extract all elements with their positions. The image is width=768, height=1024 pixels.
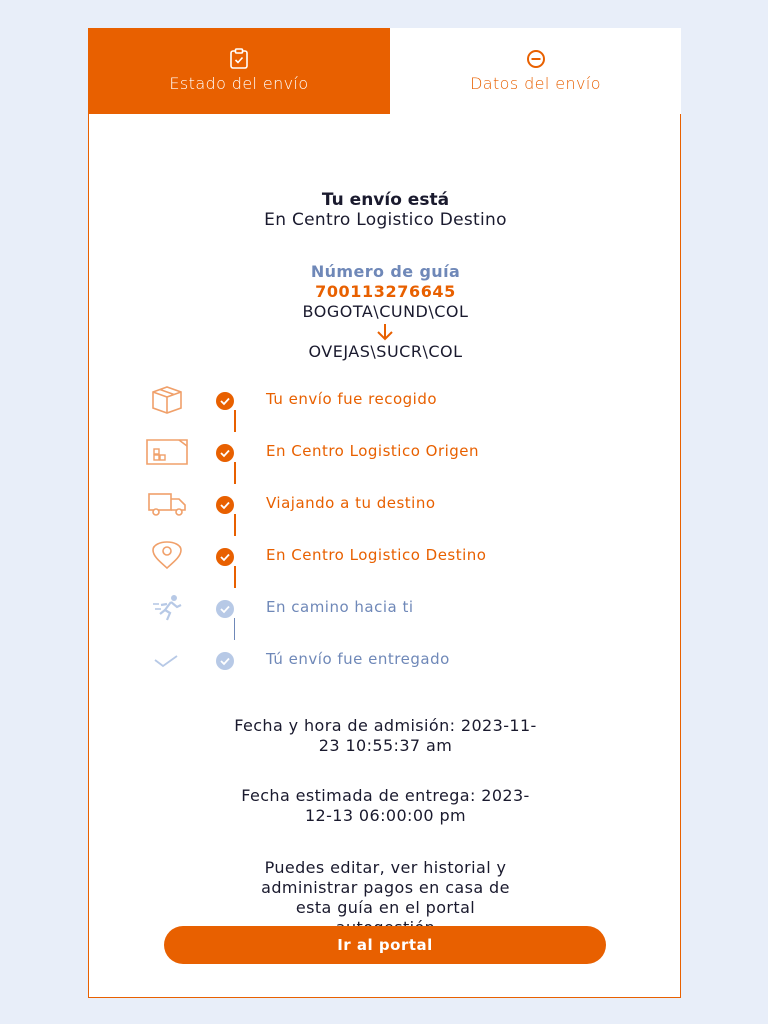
step-connector <box>234 462 236 484</box>
step-connector <box>234 410 236 432</box>
check-circle-icon <box>216 548 234 566</box>
step-connector <box>234 566 236 588</box>
tab-shipment-data-label: Datos del envío <box>470 74 601 93</box>
running-person-icon <box>143 592 191 622</box>
checkmark-icon <box>143 644 191 674</box>
tab-bar <box>88 28 681 114</box>
step-label: Tú envío fue entregado <box>266 650 450 668</box>
tab-shipment-status[interactable] <box>88 28 390 114</box>
admission-date <box>89 716 682 756</box>
step-connector <box>234 514 236 536</box>
portal-info-line1: Puedes editar, ver historial y <box>264 858 507 877</box>
portal-info-line3: esta guía en el portal <box>295 898 476 917</box>
tracking-step-on-the-way <box>89 588 682 628</box>
estimated-date-line2: 12-13 06:00:00 pm <box>304 806 467 825</box>
tracking-step-destination-center <box>89 536 682 576</box>
tab-shipment-data[interactable] <box>390 28 681 114</box>
tracking-step-traveling <box>89 484 682 524</box>
step-label: En Centro Logistico Origen <box>266 442 480 460</box>
admission-date-line1: Fecha y hora de admisión: 2023-11- <box>234 716 537 735</box>
portal-info-line2: administrar pagos en casa de <box>261 878 510 897</box>
arrow-down-icon <box>375 323 395 341</box>
check-circle-icon <box>216 496 234 514</box>
truck-icon <box>143 488 191 518</box>
admission-date-line2: 23 10:55:37 am <box>318 736 453 755</box>
check-circle-icon <box>216 392 234 410</box>
status-value: En Centro Logistico Destino <box>264 210 507 230</box>
step-label: En Centro Logistico Destino <box>266 546 487 564</box>
step-connector <box>234 618 235 640</box>
minus-circle-icon <box>524 47 548 71</box>
tracking-step-picked-up <box>89 380 682 420</box>
step-label: Viajando a tu destino <box>266 494 436 512</box>
status-heading: Tu envío está <box>321 190 450 210</box>
destination-location: OVEJAS\SUCR\COL <box>308 342 463 361</box>
tracking-step-origin-center <box>89 432 682 472</box>
warehouse-icon <box>143 436 191 466</box>
step-label: Tu envío fue recogido <box>266 390 438 408</box>
go-to-portal-button[interactable]: Ir al portal <box>164 926 606 964</box>
estimated-date-line1: Fecha estimada de entrega: 2023- <box>241 786 530 805</box>
check-circle-icon <box>216 444 234 462</box>
guide-number-value: 700113276645 <box>315 282 456 301</box>
clipboard-check-icon <box>227 47 251 71</box>
origin-location: BOGOTA\CUND\COL <box>302 302 469 321</box>
estimated-delivery-date <box>89 786 682 826</box>
location-pin-icon <box>143 540 191 570</box>
tracking-step-delivered <box>89 640 682 680</box>
check-circle-icon <box>216 652 234 670</box>
tab-shipment-status-label: Estado del envío <box>169 74 309 93</box>
status-panel <box>88 114 681 998</box>
check-circle-icon <box>216 600 234 618</box>
package-box-icon <box>143 384 191 414</box>
shipment-card <box>88 28 681 998</box>
guide-number-label: Número de guía <box>310 262 461 281</box>
step-label: En camino hacia ti <box>266 598 414 616</box>
